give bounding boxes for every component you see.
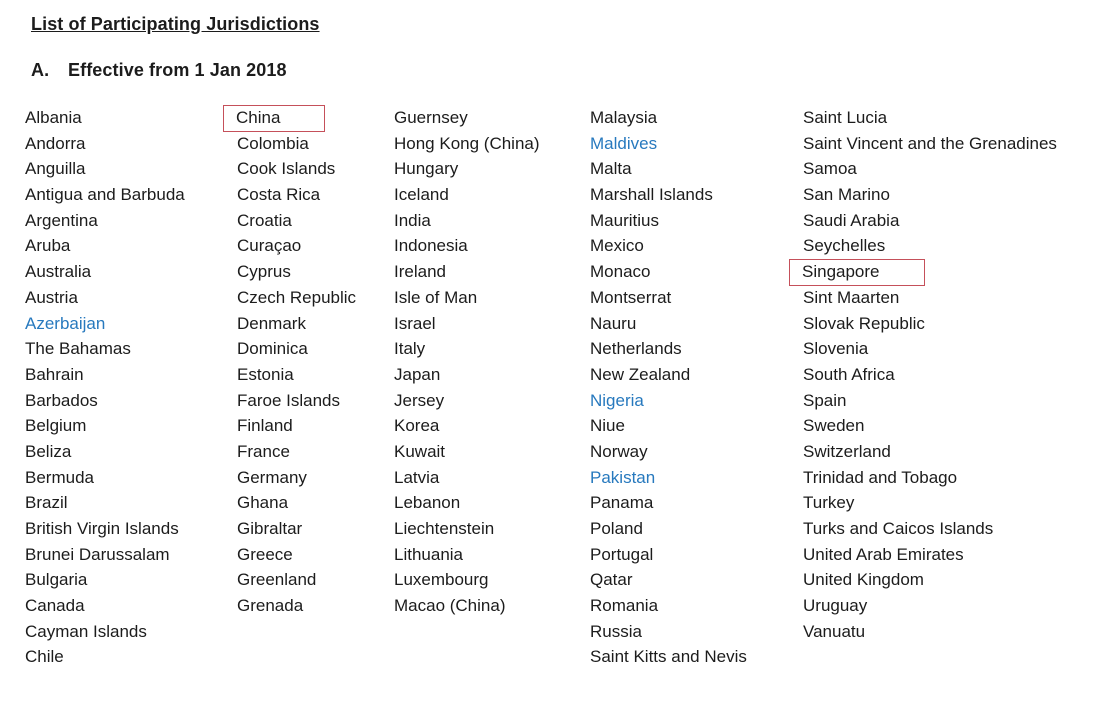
jurisdiction-name-highlighted[interactable]: Maldives xyxy=(590,133,658,153)
jurisdiction-name: Netherlands xyxy=(590,339,682,359)
jurisdiction-name: Monaco xyxy=(590,262,651,282)
jurisdiction-row xyxy=(25,644,237,670)
jurisdiction-name: Jersey xyxy=(394,390,445,410)
jurisdiction-name: Guernsey xyxy=(394,108,468,127)
jurisdiction-name: Hungary xyxy=(394,159,459,179)
jurisdiction-row xyxy=(803,567,1103,593)
jurisdiction-name: Lebanon xyxy=(394,493,461,513)
jurisdiction-row xyxy=(25,208,237,234)
jurisdiction-name: India xyxy=(394,210,431,230)
jurisdiction-row xyxy=(803,336,1103,362)
jurisdiction-name: Ireland xyxy=(394,262,446,282)
jurisdiction-row xyxy=(803,362,1103,388)
jurisdiction-name: Marshall Islands xyxy=(590,185,713,205)
jurisdiction-column xyxy=(590,105,803,670)
jurisdiction-row xyxy=(590,105,803,131)
jurisdiction-row xyxy=(237,490,394,516)
jurisdiction-name: Cayman Islands xyxy=(25,621,147,641)
jurisdiction-name: Gibraltar xyxy=(237,519,303,538)
jurisdiction-row xyxy=(394,439,590,465)
jurisdiction-name: United Arab Emirates xyxy=(803,544,964,564)
jurisdiction-name: Korea xyxy=(394,416,440,436)
jurisdiction-row xyxy=(394,156,590,182)
jurisdiction-row xyxy=(25,593,237,619)
jurisdiction-row xyxy=(394,105,590,131)
jurisdiction-row xyxy=(25,413,237,439)
jurisdiction-name: Sint Maarten xyxy=(803,287,900,307)
jurisdiction-row xyxy=(25,567,237,593)
jurisdiction-name: Liechtenstein xyxy=(394,519,495,538)
jurisdiction-name: Macao (China) xyxy=(394,596,506,616)
jurisdiction-name: Costa Rica xyxy=(237,185,321,205)
jurisdiction-name-boxed: Singapore xyxy=(789,259,925,286)
jurisdiction-row xyxy=(25,490,237,516)
jurisdiction-row xyxy=(590,619,803,645)
jurisdiction-row xyxy=(25,619,237,645)
jurisdiction-name: Argentina xyxy=(25,210,98,230)
jurisdiction-row xyxy=(394,336,590,362)
jurisdiction-row xyxy=(590,336,803,362)
jurisdiction-row xyxy=(237,259,394,285)
jurisdiction-row xyxy=(590,542,803,568)
jurisdiction-name: Curaçao xyxy=(237,236,302,256)
jurisdiction-row xyxy=(394,233,590,259)
jurisdiction-name: Saint Lucia xyxy=(803,108,888,127)
jurisdiction-name: United Kingdom xyxy=(803,570,924,590)
jurisdiction-row xyxy=(590,439,803,465)
jurisdiction-name: Saint Vincent and the Grenadines xyxy=(803,133,1057,153)
jurisdiction-row xyxy=(803,208,1103,234)
jurisdiction-name: Norway xyxy=(590,441,648,461)
jurisdiction-row xyxy=(394,259,590,285)
jurisdiction-row xyxy=(590,593,803,619)
jurisdiction-name: Spain xyxy=(803,390,847,410)
jurisdiction-row xyxy=(590,567,803,593)
jurisdiction-row xyxy=(394,131,590,157)
jurisdiction-row xyxy=(25,439,237,465)
jurisdiction-name: Qatar xyxy=(590,570,633,590)
jurisdiction-name: Turks and Caicos Islands xyxy=(803,519,994,538)
jurisdictions-grid xyxy=(25,105,1113,670)
jurisdiction-name: Luxembourg xyxy=(394,570,489,590)
jurisdiction-name: Italy xyxy=(394,339,426,359)
jurisdiction-name: Saudi Arabia xyxy=(803,210,900,230)
jurisdiction-name: Malta xyxy=(590,159,632,179)
jurisdiction-name: New Zealand xyxy=(590,364,691,384)
jurisdiction-row xyxy=(237,593,394,619)
jurisdiction-name: Romania xyxy=(590,596,659,616)
jurisdiction-row xyxy=(237,233,394,259)
page-title: List of Participating Jurisdictions xyxy=(31,14,320,34)
jurisdiction-name: Hong Kong (China) xyxy=(394,133,540,153)
jurisdiction-name: Faroe Islands xyxy=(237,390,340,410)
jurisdiction-row xyxy=(803,490,1103,516)
jurisdiction-name: Germany xyxy=(237,467,307,487)
jurisdiction-name: San Marino xyxy=(803,185,890,205)
jurisdiction-row xyxy=(237,311,394,337)
jurisdiction-row xyxy=(25,105,237,131)
jurisdiction-name: Vanuatu xyxy=(803,621,866,641)
jurisdiction-row xyxy=(25,259,237,285)
jurisdiction-row xyxy=(237,131,394,157)
jurisdiction-name: Turkey xyxy=(803,493,855,513)
section-title: Effective from 1 Jan 2018 xyxy=(68,60,287,80)
jurisdiction-name: Portugal xyxy=(590,544,654,564)
jurisdiction-row xyxy=(590,490,803,516)
jurisdiction-name: Russia xyxy=(590,621,642,641)
jurisdiction-row xyxy=(394,593,590,619)
jurisdiction-name: Barbados xyxy=(25,390,98,410)
jurisdiction-name: Czech Republic xyxy=(237,287,357,307)
jurisdiction-name: Indonesia xyxy=(394,236,468,256)
jurisdiction-name-highlighted[interactable]: Nigeria xyxy=(590,390,644,410)
jurisdiction-row xyxy=(803,593,1103,619)
jurisdiction-row xyxy=(237,336,394,362)
jurisdiction-name: Brunei Darussalam xyxy=(25,544,170,564)
jurisdiction-row xyxy=(803,465,1103,491)
jurisdiction-row xyxy=(803,285,1103,311)
jurisdiction-row xyxy=(394,413,590,439)
jurisdiction-row xyxy=(237,567,394,593)
jurisdiction-row xyxy=(803,619,1103,645)
jurisdiction-row xyxy=(590,156,803,182)
jurisdiction-name: Samoa xyxy=(803,159,857,179)
jurisdiction-row xyxy=(803,516,1103,542)
jurisdiction-row xyxy=(25,362,237,388)
jurisdiction-row xyxy=(237,182,394,208)
jurisdiction-row xyxy=(394,567,590,593)
jurisdiction-name: Montserrat xyxy=(590,287,672,307)
jurisdiction-column xyxy=(803,105,1103,670)
jurisdiction-row xyxy=(803,131,1103,157)
jurisdiction-row xyxy=(590,388,803,414)
jurisdiction-name: Iceland xyxy=(394,185,449,205)
jurisdiction-row xyxy=(25,182,237,208)
jurisdiction-name: South Africa xyxy=(803,364,895,384)
jurisdiction-row xyxy=(803,259,1103,285)
jurisdiction-name: Colombia xyxy=(237,133,309,153)
jurisdiction-row xyxy=(590,182,803,208)
jurisdiction-name: Malaysia xyxy=(590,108,658,127)
jurisdiction-name: Beliza xyxy=(25,441,72,461)
jurisdiction-name: Nauru xyxy=(590,313,637,333)
jurisdiction-row xyxy=(237,208,394,234)
jurisdiction-name: Canada xyxy=(25,596,85,616)
jurisdiction-row xyxy=(237,362,394,388)
jurisdiction-name: Seychelles xyxy=(803,236,886,256)
jurisdiction-row xyxy=(590,516,803,542)
jurisdiction-row xyxy=(394,542,590,568)
jurisdiction-row xyxy=(237,542,394,568)
jurisdiction-row xyxy=(237,156,394,182)
jurisdiction-row xyxy=(237,439,394,465)
jurisdiction-name: The Bahamas xyxy=(25,339,131,359)
jurisdiction-name: Belgium xyxy=(25,416,87,436)
jurisdiction-row xyxy=(803,311,1103,337)
jurisdiction-name: Cyprus xyxy=(237,262,291,282)
jurisdiction-row xyxy=(803,413,1103,439)
jurisdiction-row xyxy=(237,516,394,542)
jurisdiction-name: Panama xyxy=(590,493,654,513)
jurisdiction-name: Antigua and Barbuda xyxy=(25,185,185,205)
jurisdiction-name: Mexico xyxy=(590,236,644,256)
jurisdiction-name: Niue xyxy=(590,416,625,436)
jurisdiction-row xyxy=(394,516,590,542)
jurisdiction-row xyxy=(25,131,237,157)
jurisdiction-row xyxy=(590,465,803,491)
jurisdiction-name: Saint Kitts and Nevis xyxy=(590,647,747,667)
jurisdiction-row xyxy=(25,465,237,491)
jurisdiction-name: Japan xyxy=(394,364,441,384)
jurisdiction-row xyxy=(803,542,1103,568)
jurisdiction-row xyxy=(394,388,590,414)
jurisdiction-name: Poland xyxy=(590,519,643,538)
jurisdiction-column xyxy=(394,105,590,670)
jurisdiction-name: Brazil xyxy=(25,493,68,513)
jurisdiction-row xyxy=(237,388,394,414)
jurisdiction-row xyxy=(803,182,1103,208)
jurisdiction-row xyxy=(394,311,590,337)
jurisdiction-row xyxy=(25,233,237,259)
jurisdiction-name: Anguilla xyxy=(25,159,86,179)
jurisdiction-row xyxy=(803,439,1103,465)
jurisdiction-name-highlighted[interactable]: Pakistan xyxy=(590,467,656,487)
jurisdiction-row xyxy=(25,156,237,182)
jurisdiction-row xyxy=(590,285,803,311)
jurisdiction-name: Greece xyxy=(237,544,293,564)
jurisdiction-name: Mauritius xyxy=(590,210,659,230)
jurisdiction-name: Aruba xyxy=(25,236,71,256)
jurisdiction-row xyxy=(237,285,394,311)
jurisdiction-name: Bahrain xyxy=(25,364,84,384)
jurisdiction-name: Greenland xyxy=(237,570,317,590)
jurisdiction-name: Latvia xyxy=(394,467,440,487)
jurisdiction-row xyxy=(25,311,237,337)
jurisdiction-row xyxy=(590,233,803,259)
jurisdiction-name: Trinidad and Tobago xyxy=(803,467,958,487)
jurisdiction-name: Bulgaria xyxy=(25,570,88,590)
jurisdiction-name: France xyxy=(237,441,290,461)
jurisdiction-name: Lithuania xyxy=(394,544,464,564)
jurisdiction-row xyxy=(590,259,803,285)
jurisdiction-row xyxy=(590,362,803,388)
jurisdiction-row xyxy=(590,644,803,670)
jurisdiction-row xyxy=(237,105,394,131)
jurisdiction-name: Uruguay xyxy=(803,596,868,616)
jurisdiction-row xyxy=(394,285,590,311)
jurisdiction-row xyxy=(803,388,1103,414)
jurisdiction-name: Chile xyxy=(25,647,64,667)
jurisdiction-name: Slovenia xyxy=(803,339,869,359)
jurisdiction-column xyxy=(25,105,237,670)
jurisdiction-name: Croatia xyxy=(237,210,292,230)
jurisdiction-row xyxy=(237,413,394,439)
jurisdiction-name: Austria xyxy=(25,287,78,307)
jurisdiction-row xyxy=(25,388,237,414)
jurisdiction-row xyxy=(590,311,803,337)
jurisdiction-row xyxy=(394,362,590,388)
jurisdiction-name: Denmark xyxy=(237,313,306,333)
jurisdiction-row xyxy=(25,336,237,362)
jurisdiction-row xyxy=(803,105,1103,131)
section-label: A. xyxy=(31,60,50,80)
jurisdiction-column xyxy=(237,105,394,670)
jurisdiction-name: Cook Islands xyxy=(237,159,336,179)
jurisdiction-name: Dominica xyxy=(237,339,308,359)
jurisdiction-name: Bermuda xyxy=(25,467,94,487)
jurisdiction-name: Israel xyxy=(394,313,436,333)
jurisdiction-row xyxy=(394,208,590,234)
jurisdiction-name: Australia xyxy=(25,262,92,282)
jurisdiction-row xyxy=(803,156,1103,182)
jurisdiction-name: Slovak Republic xyxy=(803,313,925,333)
jurisdiction-name: Isle of Man xyxy=(394,287,478,307)
jurisdiction-name: Albania xyxy=(25,108,82,127)
jurisdiction-name: British Virgin Islands xyxy=(25,519,179,538)
jurisdiction-name-highlighted[interactable]: Azerbaijan xyxy=(25,313,106,333)
jurisdiction-name: Estonia xyxy=(237,364,294,384)
jurisdiction-name: Ghana xyxy=(237,493,289,513)
jurisdiction-name: Switzerland xyxy=(803,441,891,461)
jurisdiction-row xyxy=(25,285,237,311)
jurisdiction-row xyxy=(237,465,394,491)
jurisdiction-row xyxy=(25,516,237,542)
jurisdiction-name: Kuwait xyxy=(394,441,446,461)
jurisdiction-name: Finland xyxy=(237,416,293,436)
jurisdiction-row xyxy=(590,413,803,439)
jurisdiction-row xyxy=(394,490,590,516)
jurisdiction-row xyxy=(394,465,590,491)
jurisdiction-name-boxed: China xyxy=(223,105,325,132)
jurisdiction-row xyxy=(590,131,803,157)
jurisdiction-name: Sweden xyxy=(803,416,865,436)
section-heading xyxy=(31,60,1113,81)
jurisdiction-row xyxy=(803,233,1103,259)
jurisdiction-name: Grenada xyxy=(237,596,304,616)
jurisdiction-row xyxy=(25,542,237,568)
jurisdiction-row xyxy=(590,208,803,234)
jurisdiction-name: Andorra xyxy=(25,133,86,153)
jurisdiction-row xyxy=(394,182,590,208)
